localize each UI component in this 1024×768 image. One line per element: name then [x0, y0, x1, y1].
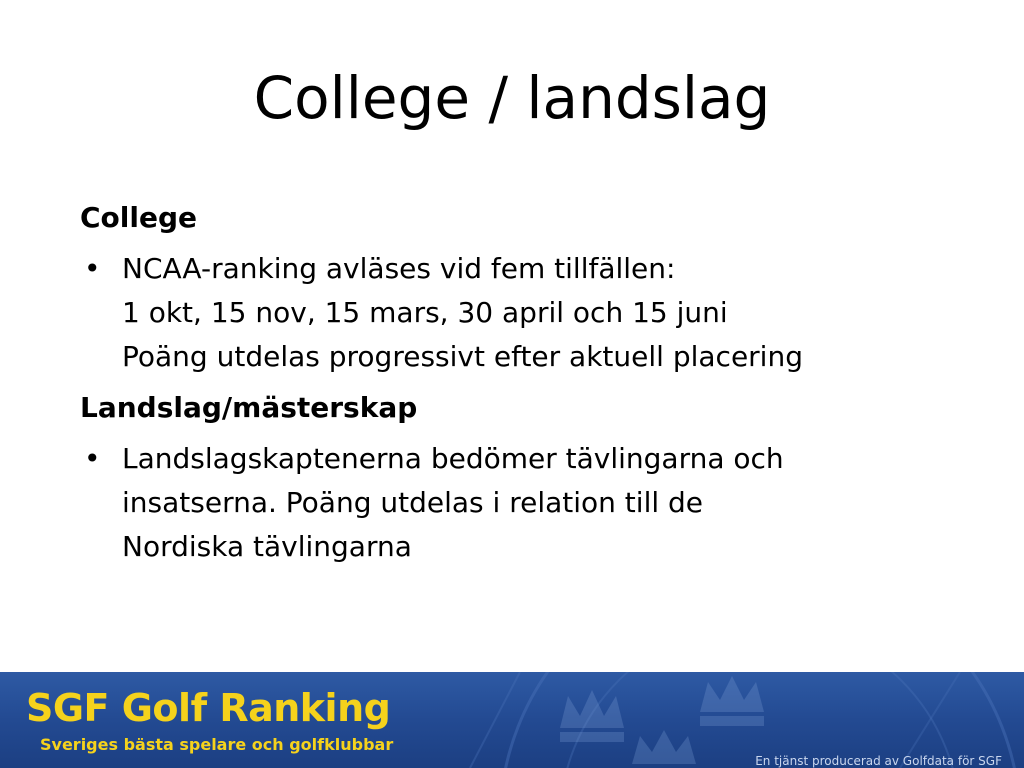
section-heading-landslag: Landslag/mästerskap [80, 391, 418, 424]
bullet-item-ncaa [80, 247, 980, 379]
bullet-line: Poäng utdelas progressivt efter aktuell placering [122, 340, 803, 373]
section-heading-college: College [80, 201, 198, 234]
footer-credit: En tjänst producerad av Golfdata för SGF [755, 754, 1002, 768]
bullet-line: Nordiska tävlingarna [122, 530, 412, 563]
bullet-marker: • [84, 252, 101, 285]
brand-tagline: Sveriges bästa spelare och golfklubbar [40, 735, 394, 754]
bullet-line: Landslagskaptenerna bedömer tävlingarna och [122, 442, 784, 475]
bullet-marker: • [84, 442, 101, 475]
bullet-line: NCAA-ranking avläses vid fem tillfällen: [122, 252, 676, 285]
bullet-line: insatserna. Poäng utdelas i relation till de [122, 486, 704, 519]
brand-logo-text: SGF Golf Ranking [26, 686, 391, 730]
crown-icon [632, 730, 696, 764]
bullet-line: 1 okt, 15 nov, 15 mars, 30 april och 15 juni [122, 296, 728, 329]
crown-icon [560, 690, 624, 742]
slide-title: College / landslag [253, 64, 771, 132]
slide-content [80, 196, 980, 576]
bullet-item-landslag [80, 437, 980, 569]
footer-banner [0, 672, 1024, 768]
crown-icon [700, 676, 764, 726]
